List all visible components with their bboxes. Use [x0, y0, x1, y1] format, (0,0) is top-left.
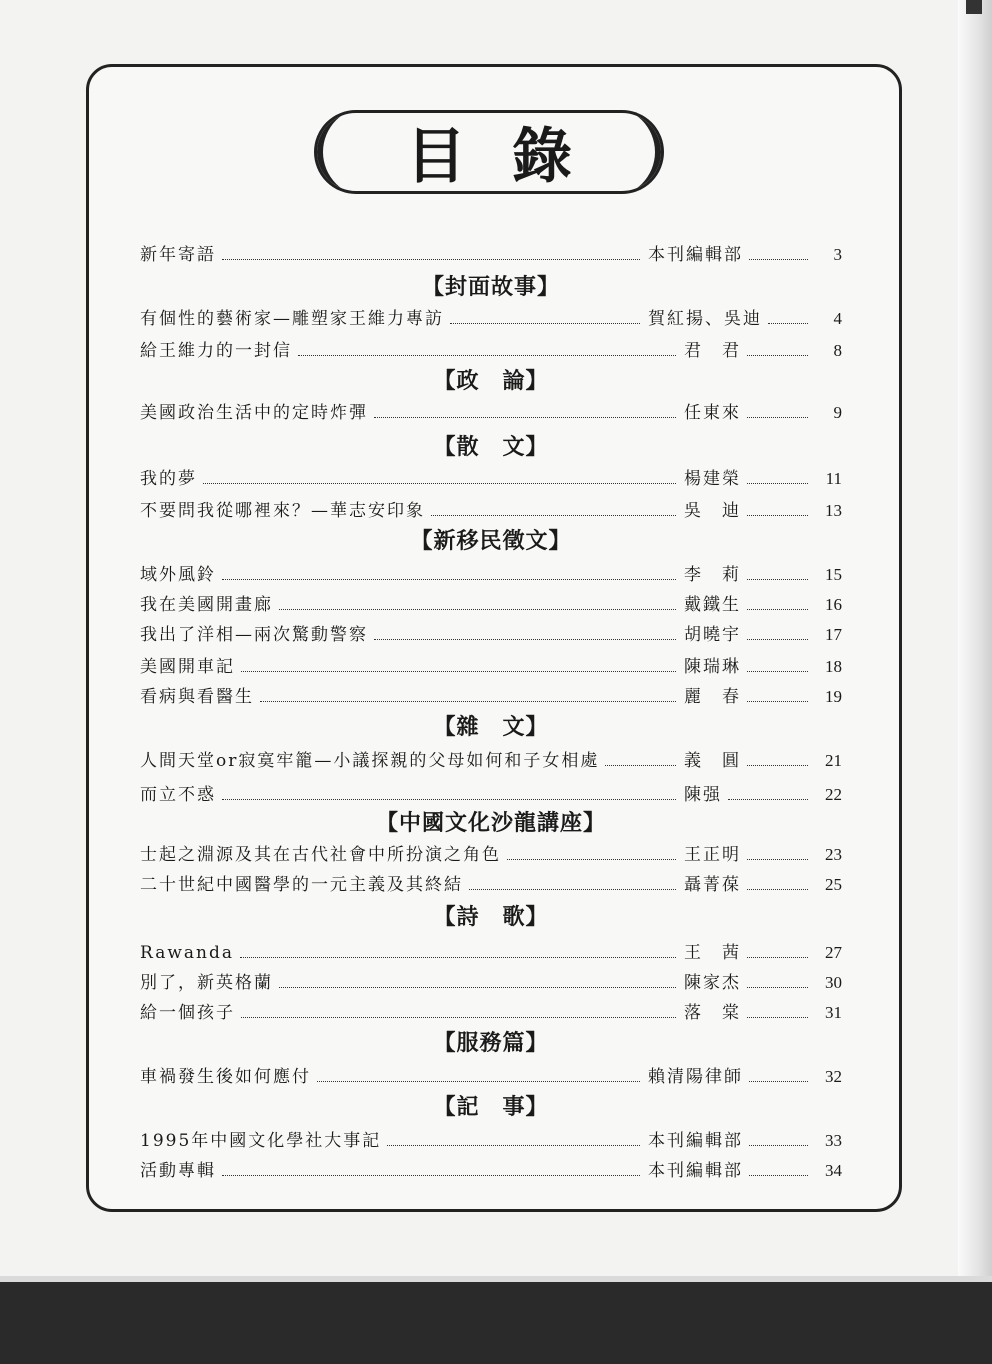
toc-entry[interactable]: [140, 466, 842, 492]
entry-author: 王 茜: [684, 943, 741, 963]
page-number: 11: [825, 469, 842, 488]
dot-leader: [749, 259, 808, 260]
toc-entry[interactable]: [140, 970, 842, 996]
entry-author: 陳瑞琳: [684, 657, 741, 677]
entry-title: 活動專輯: [140, 1161, 216, 1181]
entry-title: 新年寄語: [140, 245, 216, 265]
section-heading: 【詩 歌】: [433, 905, 549, 930]
toc-entry[interactable]: [140, 1000, 842, 1026]
toc-entry[interactable]: [140, 242, 842, 268]
page-number: 4: [833, 309, 842, 328]
dot-leader: [747, 1017, 808, 1018]
entry-title: 看病與看醫生: [140, 687, 254, 707]
toc-entry[interactable]: [140, 1128, 842, 1154]
dot-leader: [747, 609, 808, 610]
toc-entry[interactable]: [140, 338, 842, 364]
page-number: 23: [825, 845, 842, 864]
page-number: 22: [825, 785, 842, 804]
entry-author: 李 莉: [684, 565, 741, 585]
dot-leader: [749, 1145, 808, 1146]
dot-leader: [298, 355, 676, 356]
toc-entry[interactable]: [140, 782, 842, 808]
page-number: 17: [825, 625, 842, 644]
entry-author: 賀紅揚、吳迪: [648, 309, 762, 329]
page-number: 30: [825, 973, 842, 992]
title-plaque: [314, 110, 664, 194]
section-heading: 【服務篇】: [433, 1031, 549, 1056]
dot-leader: [768, 323, 808, 324]
dot-leader: [747, 987, 808, 988]
scan-mark: [966, 0, 982, 14]
entry-title: 車禍發生後如何應付: [140, 1067, 311, 1087]
entry-title: 域外風鈴: [140, 565, 216, 585]
page-number: 33: [825, 1131, 842, 1150]
dot-leader: [747, 701, 808, 702]
entry-author: 王正明: [684, 845, 741, 865]
dot-leader: [279, 987, 676, 988]
dot-leader: [279, 609, 676, 610]
dot-leader: [317, 1081, 640, 1082]
page-number: 15: [825, 565, 842, 584]
section-heading: 【封面故事】: [421, 275, 560, 300]
entry-title: 而立不惑: [140, 785, 216, 805]
entry-title: 給一個孩子: [140, 1003, 235, 1023]
dot-leader: [260, 701, 676, 702]
dot-leader: [241, 671, 676, 672]
dot-leader: [374, 417, 676, 418]
entry-title: 我在美國開畫廊: [140, 595, 273, 615]
entry-title: 不要問我從哪裡來？—華志安印象: [140, 501, 425, 521]
entry-author: 吳 迪: [684, 501, 741, 521]
page-number: 18: [825, 657, 842, 676]
dot-leader: [747, 639, 808, 640]
page-number: 8: [833, 341, 842, 360]
toc-entry[interactable]: [140, 562, 842, 588]
entry-title: 美國開車記: [140, 657, 235, 677]
toc-entry[interactable]: [140, 400, 842, 426]
dot-leader: [605, 765, 676, 766]
dot-leader: [749, 1081, 808, 1082]
page-number: 32: [825, 1067, 842, 1086]
dot-leader: [469, 889, 676, 890]
dot-leader: [747, 859, 808, 860]
section-heading: 【新移民徵文】: [410, 529, 572, 554]
page-number: 27: [825, 943, 842, 962]
toc-entry[interactable]: [140, 872, 842, 898]
scan-edge: [958, 0, 992, 1300]
entry-title: 1995年中國文化學社大事記: [140, 1131, 382, 1151]
dot-leader: [747, 417, 808, 418]
page-number: 31: [825, 1003, 842, 1022]
page-number: 34: [825, 1161, 842, 1180]
page-number: 3: [833, 245, 842, 264]
entry-author: 君 君: [684, 341, 741, 361]
entry-title: 有個性的藝術家—雕塑家王維力專訪: [140, 309, 444, 329]
dot-leader: [728, 799, 808, 800]
page-number: 16: [825, 595, 842, 614]
dot-leader: [749, 1175, 808, 1176]
dot-leader: [222, 799, 676, 800]
dot-leader: [240, 957, 676, 958]
dot-leader: [374, 639, 676, 640]
entry-author: 麗 春: [684, 687, 741, 707]
dot-leader: [222, 579, 676, 580]
entry-author: 陳家杰: [684, 973, 741, 993]
entry-title: Rawanda: [140, 943, 234, 963]
entry-title: 別了，新英格蘭: [140, 973, 273, 993]
entry-author: 胡曉宇: [684, 625, 741, 645]
dot-leader: [747, 671, 808, 672]
dot-leader: [747, 889, 808, 890]
scan-bottom-band: [0, 1282, 992, 1364]
entry-author: 本刊編輯部: [648, 245, 743, 265]
entry-author: 本刊編輯部: [648, 1131, 743, 1151]
entry-author: 戴鐵生: [684, 595, 741, 615]
toc-entry[interactable]: [140, 592, 842, 618]
section-heading: 【中國文化沙龍講座】: [375, 811, 606, 836]
toc-entry[interactable]: [140, 498, 842, 524]
toc-entry[interactable]: [140, 654, 842, 680]
page-number: 19: [825, 687, 842, 706]
entry-author: 楊建榮: [684, 469, 741, 489]
dot-leader: [747, 483, 808, 484]
dot-leader: [747, 515, 808, 516]
toc-entry[interactable]: [140, 842, 842, 868]
entry-author: 賴清陽律師: [648, 1067, 743, 1087]
section-heading: 【記 事】: [433, 1095, 549, 1120]
section-heading: 【雜 文】: [433, 715, 549, 740]
entry-author: 本刊編輯部: [648, 1161, 743, 1181]
toc-entry[interactable]: [140, 1064, 842, 1090]
dot-leader: [747, 579, 808, 580]
page-number: 25: [825, 875, 842, 894]
entry-author: 陳强: [684, 785, 722, 805]
entry-author: 任東來: [684, 403, 741, 423]
dot-leader: [222, 1175, 640, 1176]
dot-leader: [222, 259, 640, 260]
page-number: 13: [825, 501, 842, 520]
entry-title: 給王維力的一封信: [140, 341, 292, 361]
dot-leader: [747, 765, 808, 766]
dot-leader: [747, 355, 808, 356]
entry-title: 二十世紀中國醫學的一元主義及其終結: [140, 875, 463, 895]
dot-leader: [431, 515, 676, 516]
entry-title: 士起之淵源及其在古代社會中所扮演之角色: [140, 845, 501, 865]
section-heading: 【政 論】: [433, 369, 549, 394]
page-number: 21: [825, 751, 842, 770]
entry-title: 人間天堂or寂寞牢籠—小議探親的父母如何和子女相處: [140, 751, 600, 771]
entry-title: 我出了洋相—兩次驚動警察: [140, 625, 368, 645]
entry-title: 美國政治生活中的定時炸彈: [140, 403, 368, 423]
page-number: 9: [833, 403, 842, 422]
page-title: 目錄: [406, 122, 618, 192]
dot-leader: [241, 1017, 676, 1018]
dot-leader: [450, 323, 640, 324]
toc-entry[interactable]: [140, 622, 842, 648]
toc-entry[interactable]: [140, 748, 842, 774]
toc-entry[interactable]: [140, 306, 842, 332]
entry-title: 我的夢: [140, 469, 197, 489]
toc-entry[interactable]: [140, 1158, 842, 1184]
entry-author: 義 圓: [684, 751, 741, 771]
dot-leader: [747, 957, 808, 958]
dot-leader: [203, 483, 676, 484]
toc-entry[interactable]: [140, 940, 842, 966]
entry-author: 聶菁葆: [684, 875, 741, 895]
dot-leader: [507, 859, 676, 860]
section-heading: 【散 文】: [433, 435, 549, 460]
toc-entry[interactable]: [140, 684, 842, 710]
entry-author: 落 棠: [684, 1003, 741, 1023]
dot-leader: [387, 1145, 640, 1146]
